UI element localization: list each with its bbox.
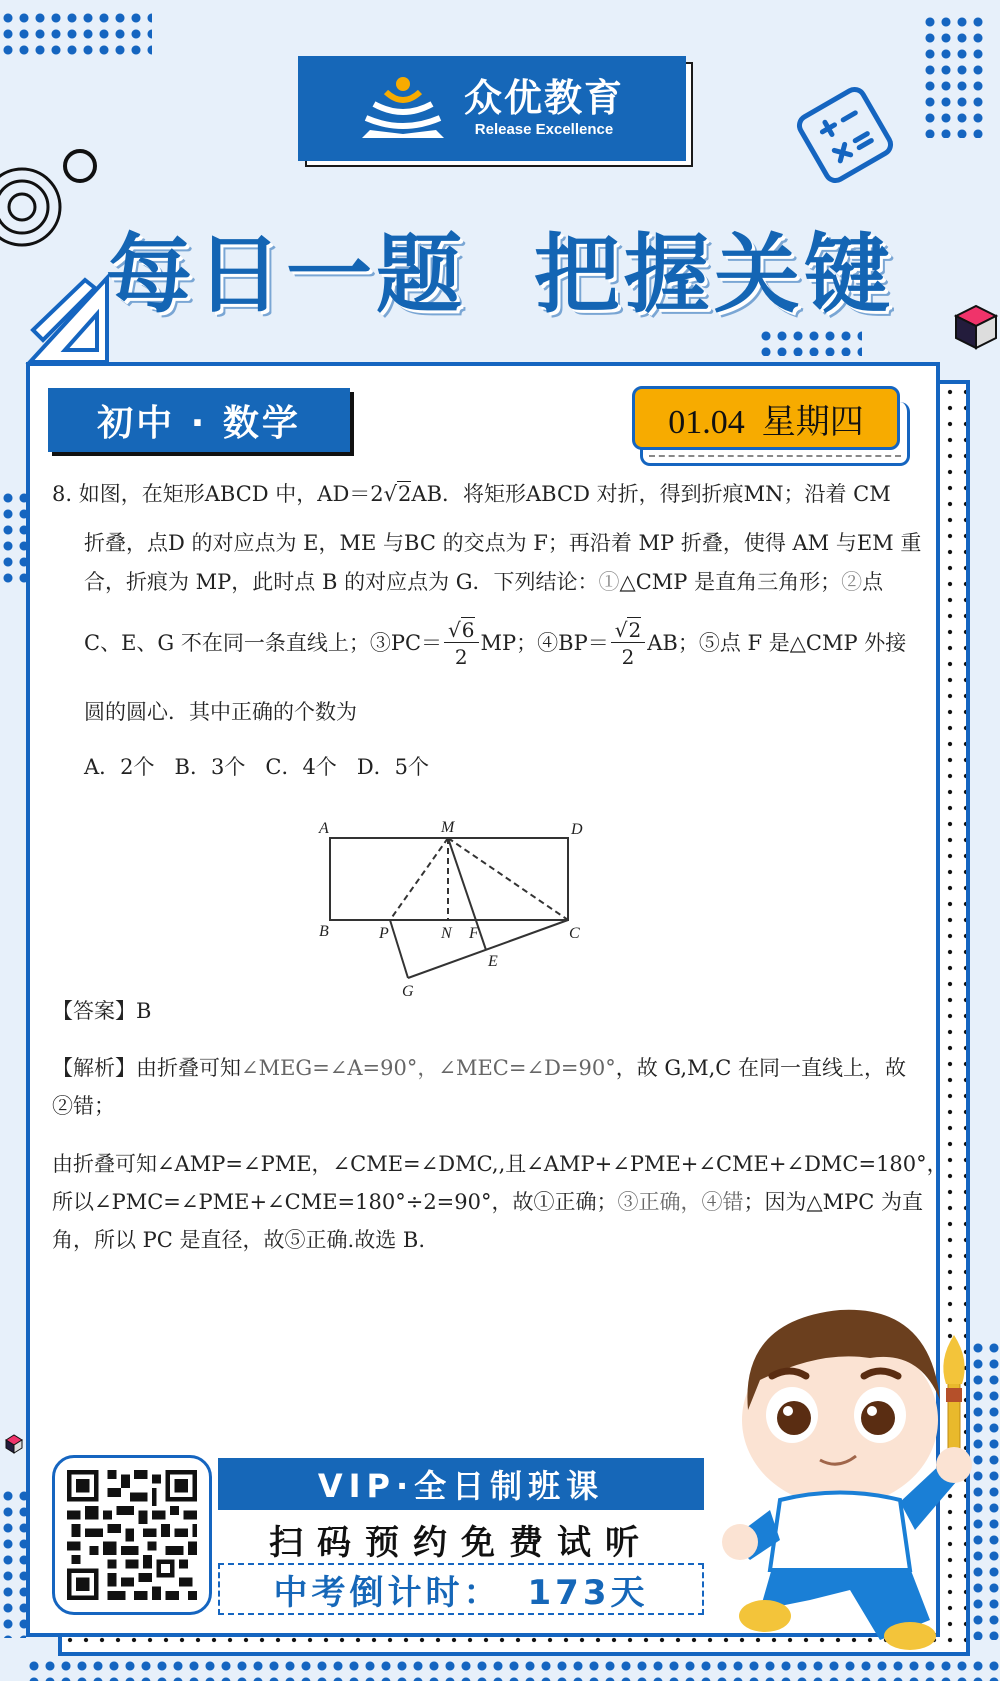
decor-dots-bottom-left xyxy=(0,1488,26,1638)
sqrt-value: 2 xyxy=(398,482,412,506)
question-text: 8. 如图，在矩形ABCD 中，AD＝2 xyxy=(52,482,384,506)
geometry-figure xyxy=(305,800,595,1000)
subject-label: 初中 · 数学 xyxy=(48,388,350,452)
decor-dots-mid-right xyxy=(758,328,862,356)
analysis-line-5: 角，所以 PC 是直径，故⑤正确.故选 B. xyxy=(52,1228,426,1252)
analysis-angles: ∠MEG=∠A=90°，∠MEC=∠D=90° xyxy=(241,1056,616,1080)
analysis-text: 由折叠可知 xyxy=(52,1152,157,1176)
answer-line xyxy=(52,995,151,1025)
question-text: △CMP 是直角三角形； xyxy=(619,570,842,594)
circled-number: ② xyxy=(841,570,863,594)
qr-code-icon xyxy=(67,1470,197,1600)
label-F: F xyxy=(469,925,479,942)
analysis-line-4 xyxy=(52,1186,923,1216)
answer-options: A．2个 B．3个 C．4个 D．5个 xyxy=(84,755,430,779)
label-B: B xyxy=(319,923,329,940)
decor-dots-top-right xyxy=(922,14,988,138)
fraction-numerator: 2 xyxy=(628,618,642,642)
answer-value: B xyxy=(136,999,152,1023)
brand-name-en: Release Excellence xyxy=(474,121,614,138)
analysis-text: 由折叠可知 xyxy=(136,1056,241,1080)
scan-to-book-text: 扫码预约免费试听 xyxy=(269,1522,653,1563)
question-line-5: 圆的圆心．其中正确的个数为 xyxy=(84,700,357,724)
question-text: C、E、G 不在同一条直线上；③PC＝ xyxy=(84,631,443,655)
fraction-denominator: 2 xyxy=(621,645,635,669)
label-M: M xyxy=(441,819,455,836)
decor-dots-top-left xyxy=(0,10,152,58)
fraction-sqrt6-over-2: $\frac{√6}{2}$ xyxy=(444,620,478,667)
question-text: 点 xyxy=(862,570,884,594)
analysis-line-3 xyxy=(52,1148,948,1178)
fraction-sqrt2-over-2: $\frac{√2}{2}$ xyxy=(611,620,645,667)
analysis-text: ，故 G,M,C 在同一直线上，故 xyxy=(615,1056,907,1080)
analysis-line-1 xyxy=(52,1052,906,1082)
fraction-numerator: 6 xyxy=(461,618,475,642)
analysis-label: 【解析】 xyxy=(52,1056,136,1080)
qr-code[interactable] xyxy=(52,1455,212,1615)
countdown-label: 中考倒计时： xyxy=(273,1572,502,1613)
label-A: A xyxy=(319,820,329,837)
label-E: E xyxy=(488,953,498,970)
analysis-line-2: ②错； xyxy=(52,1094,115,1118)
analysis-text: ；因为△MPC 为直 xyxy=(743,1190,924,1214)
page-headline: 每日一题 把握关键 xyxy=(106,225,894,325)
question-text: AB；⑤点 F 是△CMP 外接 xyxy=(647,631,907,655)
brand-logo xyxy=(298,56,686,161)
question-text: MP；④BP＝ xyxy=(480,631,609,655)
question-line-1 xyxy=(52,484,891,505)
date-badge: 01.04 星期四 xyxy=(632,386,900,450)
question-text: 合，折痕为 MP，此时点 B 的对应点为 G．下列结论： xyxy=(84,570,599,594)
fraction-denominator: 2 xyxy=(454,645,468,669)
circled-number: ① xyxy=(598,570,620,594)
logo-book-icon xyxy=(360,74,446,144)
label-G: G xyxy=(402,983,414,1000)
decor-dots-left-side xyxy=(0,490,26,586)
vip-class-banner: VIP·全日制班课 xyxy=(218,1458,704,1510)
label-N: N xyxy=(441,925,452,942)
analysis-text-gray: ③正确，④错 xyxy=(617,1190,744,1214)
calculator-icon xyxy=(795,85,895,185)
decor-dots-bottom xyxy=(26,1658,1000,1681)
sqrt-symbol: √ xyxy=(383,482,398,506)
question-text: AB．将矩形ABCD 对折，得到折痕MN；沿着 CM xyxy=(411,482,891,506)
brand-name-cn: 众优教育 xyxy=(463,76,624,120)
exam-countdown xyxy=(218,1563,704,1615)
countdown-value: 173天 xyxy=(527,1572,649,1613)
question-line-2: 折叠，点D 的对应点为 E，ME 与BC 的交点为 F；再沿着 MP 折叠，使得 AM 与EM 重 xyxy=(84,531,922,555)
question-line-4 xyxy=(84,620,906,667)
question-line-3 xyxy=(84,572,883,593)
label-P: P xyxy=(379,925,389,942)
label-D: D xyxy=(571,821,583,838)
analysis-angles: ∠AMP=∠PME，∠CME=∠DMC,,且∠AMP+∠PME+∠CME+∠DMC=180°， xyxy=(157,1152,948,1176)
analysis-text: 所以∠PMC=∠PME+∠CME=180°÷2=90°，故①正确； xyxy=(52,1190,618,1214)
label-C: C xyxy=(569,925,580,942)
answer-label: 【答案】 xyxy=(52,999,136,1023)
mascot-boy-illustration xyxy=(700,1280,990,1660)
